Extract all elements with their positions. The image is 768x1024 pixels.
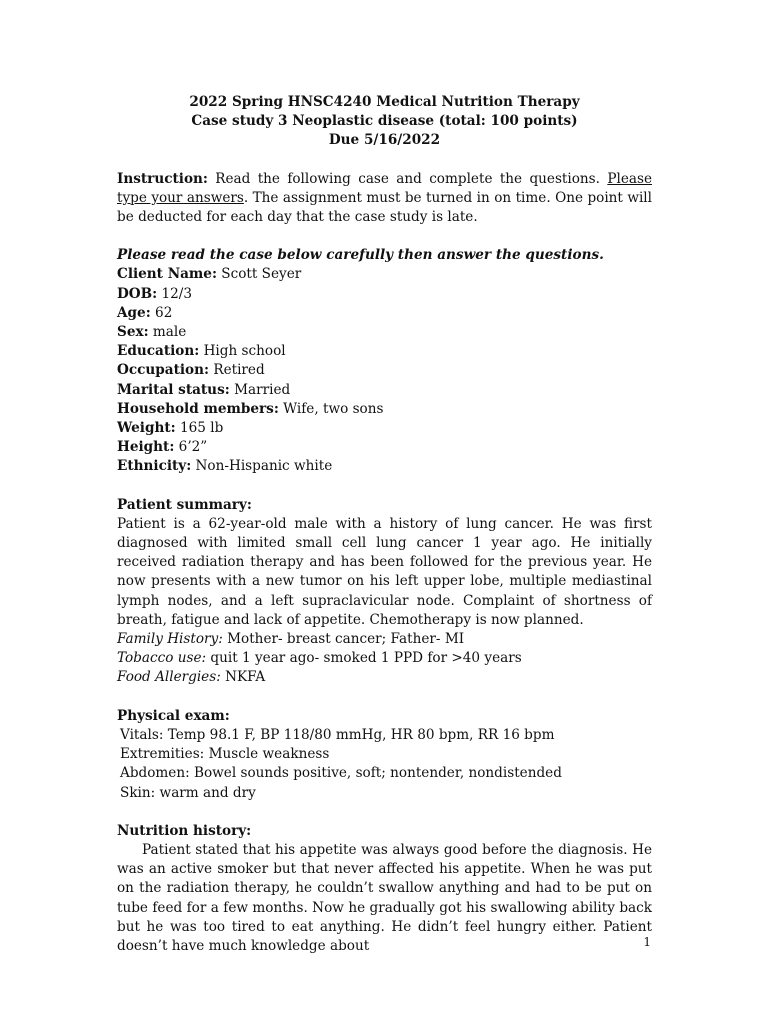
physical-exam-heading: Physical exam: bbox=[117, 707, 230, 724]
food-allergies: Food Allergies: NKFA bbox=[117, 669, 266, 686]
client-row: DOB: 12/3 bbox=[117, 285, 192, 302]
client-row: Occupation: Retired bbox=[117, 362, 265, 379]
instruction-underlined: Please type your answers bbox=[117, 170, 652, 206]
client-row: Height: 6’2” bbox=[117, 439, 208, 456]
client-row: Marital status: Married bbox=[117, 381, 291, 398]
client-row: Client Name: Scott Seyer bbox=[117, 266, 302, 283]
client-row: Education: High school bbox=[117, 343, 286, 360]
client-row: Sex: male bbox=[117, 324, 187, 341]
nutrition-history-text: Patient stated that his appetite was always good before the diagnosis. He was an active smoker but that never affected his appetite. When he was put on the radiation therapy, he couldn’t swallow anything and had to be put on tube feed for a few months. Now he gradually got his swallowing ability back but he was too tired to eat anything. He didn’t feel hungry either. Patient doesn’t have much knowledge about bbox=[117, 841, 652, 954]
document-body bbox=[117, 93, 652, 956]
nutrition-history-heading: Nutrition history: bbox=[117, 822, 252, 839]
instruction-label: Instruction: bbox=[117, 170, 208, 187]
exam-line: Abdomen: Bowel sounds positive, soft; nontender, nondistended bbox=[120, 765, 562, 782]
page-number: 1 bbox=[643, 935, 651, 949]
case-intro: Please read the case below carefully then answer the questions. bbox=[117, 247, 604, 264]
exam-line: Extremities: Muscle weakness bbox=[120, 746, 330, 763]
exam-line: Skin: warm and dry bbox=[120, 784, 256, 801]
client-row: Household members: Wife, two sons bbox=[117, 400, 384, 417]
family-history: Family History: Mother- breast cancer; Father- MI bbox=[117, 631, 465, 648]
exam-line: Vitals: Temp 98.1 F, BP 118/80 mmHg, HR 80 bpm, RR 16 bpm bbox=[120, 726, 555, 743]
client-row: Age: 62 bbox=[117, 304, 173, 321]
assignment-title: Case study 3 Neoplastic disease (total: 100 points) bbox=[191, 113, 578, 130]
instruction-text: Read the following case and complete the questions. bbox=[207, 170, 608, 187]
tobacco-use: Tobacco use: quit 1 year ago- smoked 1 PPD for >40 years bbox=[117, 650, 522, 667]
instruction-paragraph bbox=[117, 170, 652, 228]
patient-summary-heading: Patient summary: bbox=[117, 496, 252, 513]
instruction-text-rest: . The assignment must be turned in on time. One point will be deducted for each day that the case study is late. bbox=[117, 189, 652, 226]
patient-summary-text: Patient is a 62-year-old male with a history of lung cancer. He was first diagnosed with limited small cell lung cancer 1 year ago. He initially received radiation therapy and has been followed for the previous year. He now presents with a new tumor on his left upper lobe, multiple mediastinal lymph nodes, and a left supraclavicular node. Complaint of shortness of breath, fatigue and lack of appetite. Chemotherapy is now planned. bbox=[117, 515, 652, 628]
course-title: 2022 Spring HNSC4240 Medical Nutrition Therapy bbox=[189, 94, 580, 110]
client-row: Weight: 165 lb bbox=[117, 420, 224, 437]
due-date: Due 5/16/2022 bbox=[328, 132, 441, 149]
client-row: Ethnicity: Non-Hispanic white bbox=[117, 458, 333, 475]
